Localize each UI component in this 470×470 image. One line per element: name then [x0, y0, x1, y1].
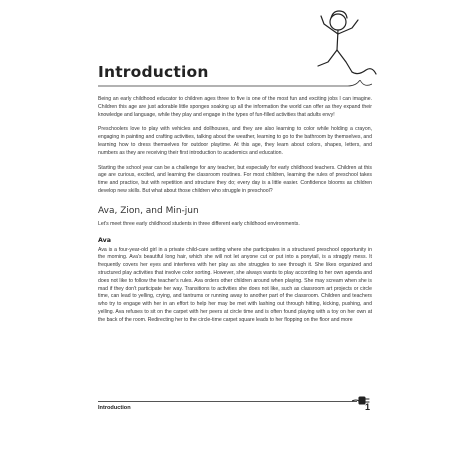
- footer-rule: [98, 401, 357, 402]
- ava-heading: Ava: [98, 236, 112, 244]
- page-number: 1: [365, 402, 371, 412]
- ava-paragraph: Ava is a four-year-old girl in a private child-care setting where she participates in a structured preschool opportunity in the morning. Ava's beautiful long hair, which she will not let anyone cut or put into a ponytail, is a straggly mess. It frequently covers her eyes and interferes with her play as she struggles to see through it. She likes organized and structured play activities that involve color sorting. However, she always wants to play according to her own agenda and does not like to follow the teacher's rules. Ava orders other children around when playing. She may scream when she is mad if they don't participate her way. Transitions to activities she does not like, such as classroom art projects or circle time, can lead to yelling, crying, and tantrums or running away to another part of the classroom. Children and teachers who try to engage with her in an effort to help her may be met with lashing out through hitting, kicking, pushing, and yelling. Ava refuses to sit on the carpet with her peers at circle time and is often found playing with a toy on her own at the back of the room. Redirecting her to the circle-time carpet square leads to her flopping on the floor and more: [98, 246, 372, 323]
- intro-paragraph: Being an early childhood educator to children ages three to five is one of the most fun and exciting jobs I can imagine. Children this age are just adorable little sponges soaking up all the information the world can offer as they expand their knowledge and language, while they play and engage in the types of fun-filled activities that adults envy!: [98, 96, 372, 118]
- page-title: Introduction: [98, 63, 209, 81]
- section-heading: Ava, Zion, and Min-jun: [98, 205, 199, 216]
- title-underline: [98, 80, 372, 92]
- intro-paragraph: Preschoolers love to play with vehicles and dollhouses, and they are also learning to color while holding a crayon, engaging in painting and crafting activities, talking about the weather, learning to go to the bathroom by themselves, and learning how to dress themselves for outdoor playtime. At this age, they learn about colors, shapes, letters, and numbers as they are receiving their first introduction to academics and education.: [98, 126, 372, 156]
- intro-paragraph: Starting the school year can be a challenge for any teacher, but especially for early childhood teachers. Children at this age are curious, excited, and learning the classroom routines. For most children, learning the rules of preschool takes time and practice, but with repetition and structure they do; every day is a little easier. Confidence blooms as children develop new skills. But what about those children who struggle in preschool?: [98, 164, 372, 194]
- section-paragraph: Let's meet three early childhood students in three different early childhood environments.: [98, 220, 300, 227]
- body-text: [98, 96, 372, 332]
- child-figure-illustration: [288, 6, 380, 76]
- footer-label: Introduction: [98, 405, 131, 411]
